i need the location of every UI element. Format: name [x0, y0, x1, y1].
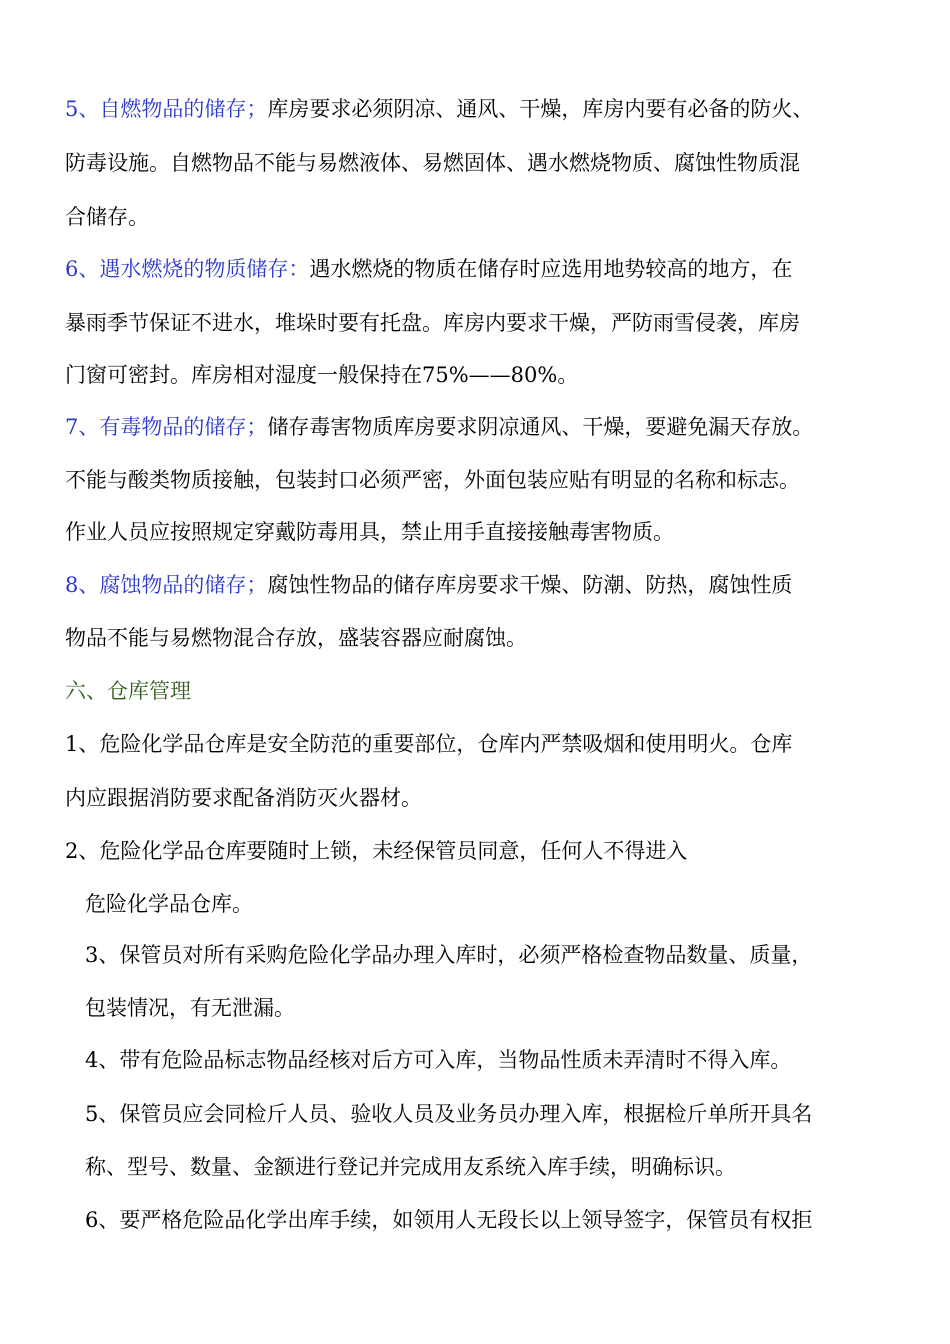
paragraph-8-text: 腐蚀性物品的储存库房要求干燥、防潮、防热，腐蚀性质 — [267, 573, 793, 597]
item-1-line-1: 1、危险化学品仓库是安全防范的重要部位，仓库内严禁吸烟和使用明火。仓库 — [65, 732, 793, 756]
paragraph-6-line-1 — [65, 256, 792, 282]
paragraph-5-line-2: 防毒设施。自燃物品不能与易燃液体、易燃固体、遇水燃烧物质、腐蚀性物质混 — [65, 151, 800, 175]
paragraph-5-text: 库房要求必须阴凉、通风、干燥，库房内要有必备的防火、 — [267, 97, 814, 121]
item-2-line-1: 2、危险化学品仓库要随时上锁，未经保管员同意，任何人不得进入 — [65, 839, 688, 863]
paragraph-6-line-2: 暴雨季节保证不进水，堆垛时要有托盘。库房内要求干燥，严防雨雪侵袭，库房 — [65, 311, 800, 335]
item-6-line-1: 6、要严格危险品化学出库手续，如领用人无段长以上领导签字，保管员有权拒 — [85, 1208, 813, 1232]
item-5-line-1: 5、保管员应会同检斤人员、验收人员及业务员办理入库，根据检斤单所开具名 — [85, 1102, 813, 1126]
paragraph-6-line-3: 门窗可密封。库房相对湿度一般保持在75%——80%。 — [65, 363, 579, 387]
paragraph-7-text: 储存毒害物质库房要求阴凉通风、干燥，要避免漏天存放。 — [267, 415, 814, 439]
item-4-line-1: 4、带有危险品标志物品经核对后方可入库，当物品性质未弄清时不得入库。 — [85, 1048, 792, 1072]
item-3-line-1: 3、保管员对所有采购危险化学品办理入库时，必须严格检查物品数量、质量， — [85, 943, 813, 967]
paragraph-6-text: 遇水燃烧的物质在储存时应选用地势较高的地方，在 — [309, 257, 793, 281]
item-5-line-2: 称、型号、数量、金额进行登记并完成用友系统入库手续，明确标识。 — [85, 1155, 736, 1179]
paragraph-5-line-3: 合储存。 — [65, 205, 149, 229]
paragraph-7-line-2: 不能与酸类物质接触，包装封口必须严密，外面包装应贴有明显的名称和标志。 — [65, 468, 800, 492]
paragraph-8-heading: 8、腐蚀物品的储存； — [65, 573, 268, 597]
item-3-line-2: 包装情况，有无泄漏。 — [85, 996, 295, 1020]
paragraph-7-heading: 7、有毒物品的储存； — [65, 415, 268, 439]
paragraph-8-line-2: 物品不能与易燃物混合存放，盛装容器应耐腐蚀。 — [65, 626, 527, 650]
item-2-line-2: 危险化学品仓库。 — [85, 892, 253, 916]
paragraph-8-line-1 — [65, 572, 792, 598]
paragraph-6-heading: 6、遇水燃烧的物质储存： — [65, 257, 310, 281]
item-1-line-2: 内应跟据消防要求配备消防灭火器材。 — [65, 786, 422, 810]
section-title: 六、仓库管理 — [65, 679, 191, 703]
paragraph-5-line-1 — [65, 96, 813, 122]
paragraph-7-line-1 — [65, 414, 813, 440]
paragraph-7-line-3: 作业人员应按照规定穿戴防毒用具，禁止用手直接接触毒害物质。 — [65, 520, 674, 544]
paragraph-5-heading: 5、自燃物品的储存； — [65, 97, 268, 121]
